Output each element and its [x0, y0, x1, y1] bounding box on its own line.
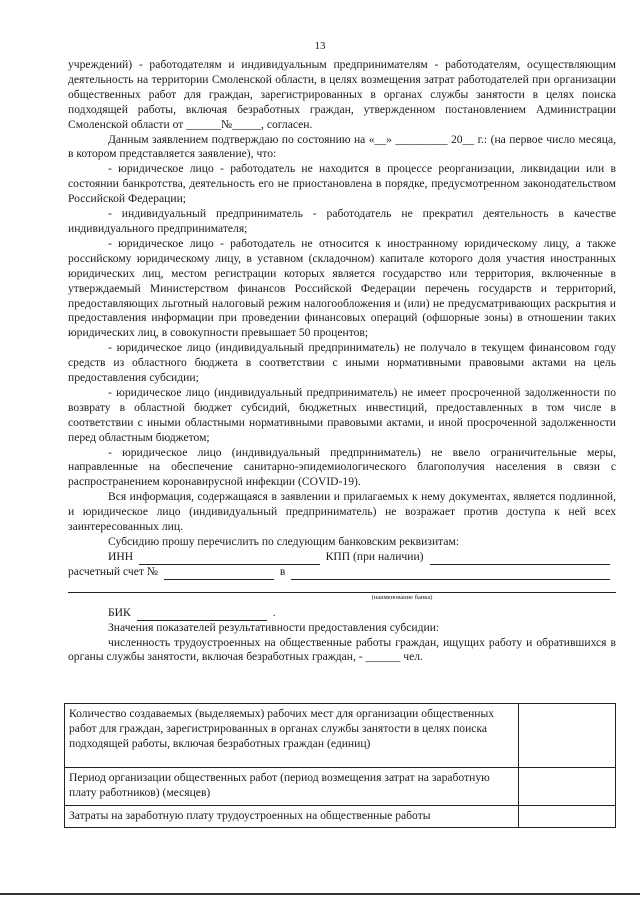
paragraph-consent: учреждений) - работодателям и индивидуальным предпринимателям - работодателям, осуществляющим деятельность на территории Смоленской области, в целях возмещения затрат работодателей при организации общественных работ для граждан, зарегистрированных в органах службы занятости в целях поиска подходящей работы, включая безработных граждан, утвержденном постановлением Администрации Смоленской области от ______№_____, согласен. [68, 58, 616, 131]
table-cell-value[interactable] [519, 806, 616, 828]
bik-label: БИК [108, 605, 131, 619]
table-row [65, 768, 616, 806]
inn-label: ИНН [108, 549, 134, 563]
table-cell-value[interactable] [519, 768, 616, 806]
document-body [68, 58, 616, 665]
table-row [65, 704, 616, 768]
kpp-label: КПП (при наличии) [325, 549, 424, 563]
results-table [64, 703, 616, 828]
clause-covid: - юридическое лицо (индивидуальный предприниматель) не ввело ограничительные меры, направленные на обеспечение санитарно-эпидемиологического благополучия населения в связи с распространением коронавирусной инфекции (COVID-19). [68, 445, 616, 489]
table-cell-label: Количество создаваемых (выделяемых) рабочих мест для организации общественных работ для граждан, зарегистрированных в органах службы занятости в целях поиска подходящей работы, включая безработных граждан (единиц) [65, 704, 519, 768]
account-line [68, 565, 616, 580]
inn-field[interactable] [139, 553, 320, 565]
kpp-field[interactable] [430, 553, 611, 565]
table-cell-label: Затраты на заработную плату трудоустроенных на общественные работы [65, 806, 519, 828]
clause-no-debt: - юридическое лицо (индивидуальный предприниматель) не имеет просроченной задолженности по возврату в областной бюджет субсидий, бюджетных инвестиций, предоставленных в том числе в соответствии с иными областными нормативными правовыми актами, и иной просроченной задолженности перед областным бюджетом; [68, 385, 616, 444]
paragraph-confirmation: Данным заявлением подтверждаю по состоянию на «__» _________ 20__ г.: (на первое число месяца, в котором представляется заявление), что: [68, 132, 616, 161]
table-row [65, 806, 616, 828]
paragraph-bank-details-intro: Субсидию прошу перечислить по следующим банковским реквизитам: [108, 535, 460, 548]
clause-reorganization: - юридическое лицо - работодатель не находится в процессе реорганизации, ликвидации или в состоянии банкротства, деятельность его не приостановлена в порядке, предусмотренном законодательством Российской Федерации; [68, 162, 616, 206]
clause-entrepreneur-active: - индивидуальный предприниматель - работодатель не прекратил деятельность в качестве индивидуального предпринимателя; [68, 207, 616, 235]
bik-line: БИК . [108, 605, 276, 619]
clause-foreign-entity: - юридическое лицо - работодатель не относится к иностранному юридическому лицу, а также российскому юридическому лицу, в уставном (складочном) капитале которого доля участия иностранных юридических лиц, местом регистрации которых является государство или территория, включенные в утверждаемый Министерством финансов Российской Федерации перечень государств и территорий, предоставляющих льготный налоговый режим налогообложения и (или) не предусматривающих раскрытия и предоставления информации при проведении финансовых операций (офшорные зоны) в отношении таких юридических лиц, в совокупности превышает 50 процентов; [68, 236, 616, 340]
in-bank-label: в [279, 564, 286, 578]
clause-no-budget-funds: - юридическое лицо (индивидуальный предприниматель) не получало в текущем финансовом году средств из областного бюджета в соответствии с иными нормативными правовыми актами на цель предоставления субсидии; [68, 341, 616, 385]
table-cell-value[interactable] [519, 704, 616, 768]
bank-name-rule[interactable] [68, 584, 616, 593]
table-cell-label: Период организации общественных работ (период возмещения затрат на заработную плату работников) (месяцев) [65, 768, 519, 806]
results-employment: численность трудоустроенных на общественные работы граждан, ищущих работу и обратившихся в органы службы занятости, включая безработных граждан, - ______ чел. [68, 635, 616, 664]
bank-name-caption: (наименование банка) [371, 593, 433, 601]
bik-field[interactable] [137, 609, 267, 621]
account-field[interactable] [164, 568, 274, 580]
results-intro: Значения показателей результативности предоставления субсидии: [108, 620, 440, 634]
bank-field[interactable] [291, 568, 610, 580]
inn-kpp-line [68, 550, 616, 565]
page-number: 13 [314, 40, 326, 52]
account-label: расчетный счет № [68, 564, 158, 578]
paragraph-information-authentic: Вся информация, содержащаяся в заявлении и прилагаемых к нему документах, является подлинной, и юридическое лицо (индивидуальный предприниматель) не возражает против доступа к ней всех заинтересованных лиц. [68, 490, 616, 534]
